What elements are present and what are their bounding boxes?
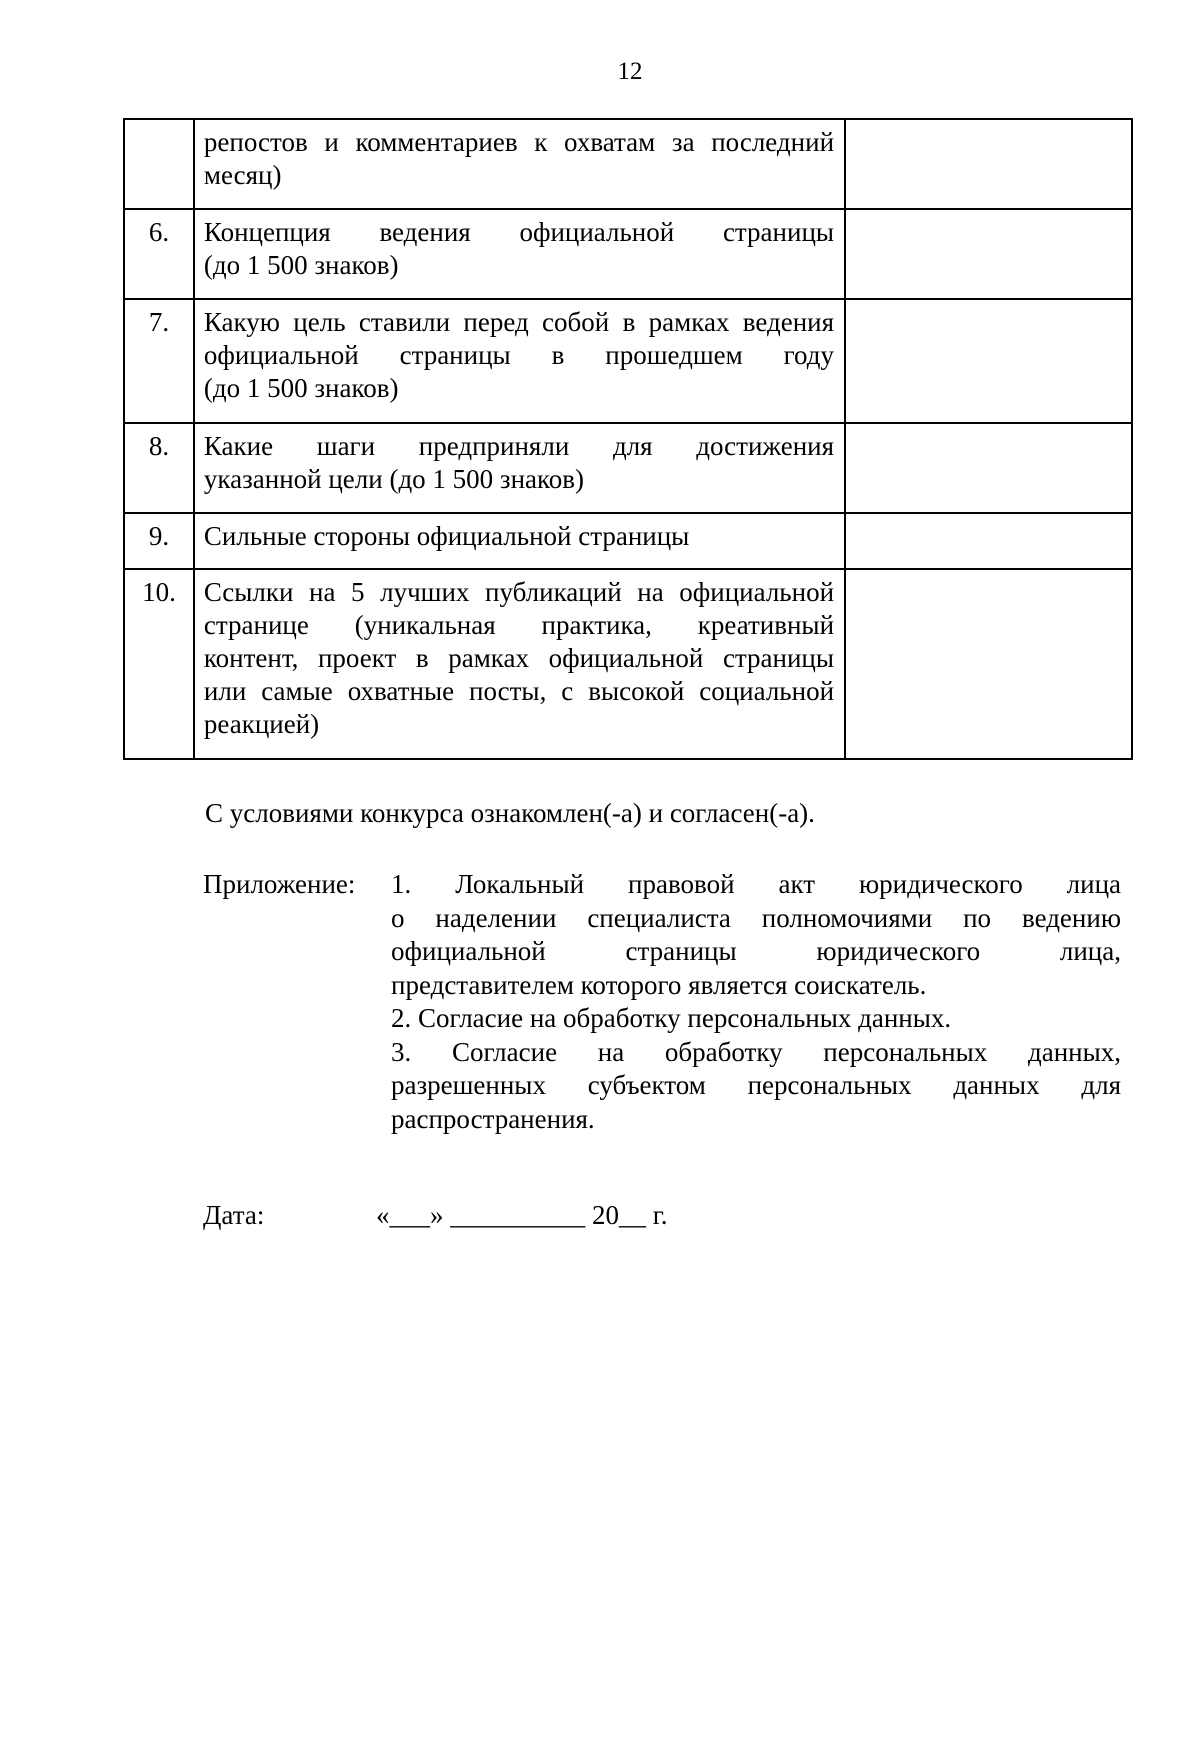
answer-cell[interactable] xyxy=(845,209,1132,299)
question-line: репостов и комментариев к охватам за последний xyxy=(203,127,835,157)
row-number: 10. xyxy=(124,569,194,759)
question-line: Ссылки на 5 лучших публикаций на официальной xyxy=(203,577,835,607)
table-row xyxy=(124,569,1132,759)
table-row xyxy=(124,513,1132,569)
question-line: месяц) xyxy=(203,160,282,190)
row-number: 6. xyxy=(124,209,194,299)
appendix-line: распространения. xyxy=(391,1103,595,1134)
table-row xyxy=(124,119,1132,209)
answer-cell[interactable] xyxy=(845,569,1132,759)
question-line: Какую цель ставили перед собой в рамках ведения xyxy=(203,307,835,337)
row-number: 8. xyxy=(124,423,194,513)
table-row xyxy=(124,209,1132,299)
appendix-line: 2. Согласие на обработку персональных данных. xyxy=(391,1003,952,1033)
question-line: (до 1 500 знаков) xyxy=(203,373,399,403)
row-number: 9. xyxy=(124,513,194,569)
answer-cell[interactable] xyxy=(845,423,1132,513)
question-line: реакцией) xyxy=(203,709,320,739)
appendix-item xyxy=(391,868,1121,1002)
answer-cell[interactable] xyxy=(845,513,1132,569)
application-form-table xyxy=(123,118,1133,760)
question-line: Какие шаги предприняли для достижения xyxy=(203,431,835,461)
appendix-line: о наделении специалиста полномочиями по ведению xyxy=(391,902,1121,933)
row-number xyxy=(124,119,194,209)
agreement-statement: С условиями конкурса ознакомлен(-а) и согласен(-а). xyxy=(205,798,815,828)
appendix-line: 1. Локальный правовой акт юридического лица xyxy=(391,869,1121,899)
question-line: контент, проект в рамках официальной страницы xyxy=(203,643,835,673)
page-number: 12 xyxy=(617,58,643,85)
appendix-item xyxy=(391,1002,1121,1036)
appendix-line: представителем которого является соискатель. xyxy=(391,969,927,1000)
date-field[interactable]: «___» __________ 20__ г. xyxy=(376,1200,668,1230)
row-question xyxy=(194,209,845,299)
row-number: 7. xyxy=(124,299,194,423)
answer-cell[interactable] xyxy=(845,119,1132,209)
row-question xyxy=(194,513,845,569)
question-line: Сильные стороны официальной страницы xyxy=(203,521,690,551)
question-line: официальной страницы в прошедшем году xyxy=(203,340,835,370)
question-line: (до 1 500 знаков) xyxy=(203,250,399,280)
question-line: Концепция ведения официальной страницы xyxy=(203,217,835,247)
row-question xyxy=(194,299,845,423)
appendix-line: 3. Согласие на обработку персональных данных, xyxy=(391,1036,1121,1067)
date-label: Дата: xyxy=(203,1200,265,1230)
appendix-item xyxy=(391,1036,1121,1137)
appendix-line: разрешенных субъектом персональных данных для xyxy=(391,1070,1121,1100)
appendix-list xyxy=(391,868,1121,1136)
appendix-line: официальной страницы юридического лица, xyxy=(391,936,1121,966)
table-row xyxy=(124,423,1132,513)
row-question xyxy=(194,423,845,513)
table-row xyxy=(124,299,1132,423)
question-line: или самые охватные посты, с высокой социальной xyxy=(203,676,835,706)
row-question xyxy=(194,569,845,759)
row-question xyxy=(194,119,845,209)
appendix-label: Приложение: xyxy=(203,869,356,899)
question-line: указанной цели (до 1 500 знаков) xyxy=(203,464,585,494)
question-line: странице (уникальная практика, креативный xyxy=(203,610,835,640)
answer-cell[interactable] xyxy=(845,299,1132,423)
